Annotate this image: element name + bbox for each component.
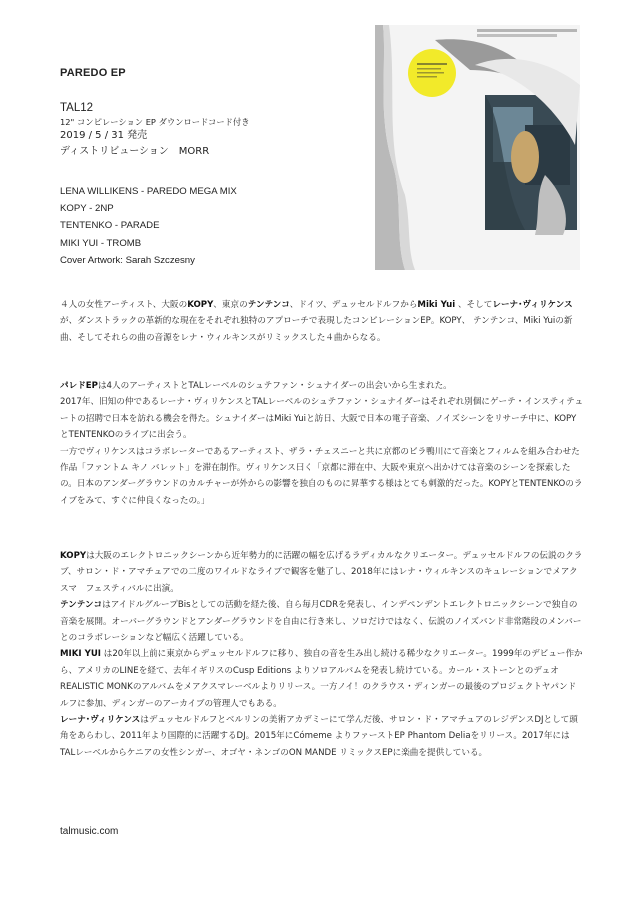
intro-paragraph bbox=[60, 297, 584, 346]
text-run: はデュッセルドルフとベルリンの美術アカデミーにて学んだ後、サロン・ド・アマチュアのレジデンスDJとして頭角をあらわし、2011年より国際的に活躍するDJ。2015年にCómeme よりファーストEP Phantom Deliaをリリース。2017年にはTALレーベルからケニアの女性シンガー、オゴヤ・ネンゴのON MANDE リミックスEPに楽曲を提供している。 bbox=[60, 715, 578, 758]
track-item: MIKI YUI - TROMB bbox=[60, 237, 142, 249]
track-item: TENTENKO - PARADE bbox=[60, 220, 160, 232]
text-run: 、ドイツ、デュッセルドルフから bbox=[289, 300, 418, 310]
bold-name: パレドEP bbox=[60, 381, 98, 391]
text-run: が、ダンストラックの革新的な現在をそれぞれ独特のアプローチで表現したコンピレーションEP。KOPY、 テンテンコ、Miki Yuiの新曲、そしてそれらの曲の音源をレナ・ウィルキンスがリミックスした４曲からなる。 bbox=[60, 316, 573, 343]
cover-credit: Cover Artwork: Sarah Szczesny bbox=[60, 254, 195, 266]
bold-name: テンテンコ bbox=[60, 600, 103, 611]
tracklist bbox=[60, 183, 237, 269]
bold-name: レーナ･ヴィリケンス bbox=[492, 300, 573, 310]
bold-name: テンテンコ bbox=[247, 300, 290, 310]
text-run: は大阪のエレクトロニックシーンから近年勢力的に活躍の幅を広げるラディカルなクリエーター。デュッセルドルフの伝説のクラブ、サロン・ド・アマチュアでの二度のワイルドなライブで観客を魅了し、2018年にはレナ・ウィルキンスのキュレーションでメアクスマ フェスティバルに出演。 bbox=[60, 551, 583, 594]
text-run: はアイドルグループBisとしての活動を経た後、自ら毎月CDRを発表し、インデペンデントエレクトロニックシーンで独自の音楽を展開。オーバーグラウンドとアンダーグラウンドを自由に行き来し、ソロだけではなく、伝説のノイズバンド非常階段のメンバーとのコラボレーションなど幅広く活躍している。 bbox=[60, 600, 582, 644]
bold-name: MIKI YUI bbox=[60, 649, 101, 660]
artist-bios bbox=[60, 548, 584, 761]
text-run: 、東京の bbox=[213, 300, 248, 310]
bold-name: Miki Yui bbox=[417, 300, 456, 310]
catalog-number: TAL12 bbox=[60, 102, 94, 114]
text-run: は4人のアーティストとTALレーベルのシュテファン・シュナイダーの出会いから生まれた。 bbox=[97, 381, 452, 391]
website-link[interactable]: talmusic.com bbox=[60, 826, 119, 837]
distribution-text: ディストリビューション MORR bbox=[60, 146, 210, 157]
text-run: 2017年、旧知の仲であるレーナ・ヴィリケンスとTALレーベルのシュテファン・シュナイダーはそれぞれ別個にゲーテ・インスティテュートの招聘で日本を訪れる機会を得た。シュナイダーはMiki Yuiと訪日、大阪で日本の電子音楽、ノイズシーンをリサーチ中に、KOPYとTENTENKOのライブに出会う。 bbox=[60, 397, 584, 441]
release-meta bbox=[60, 101, 250, 160]
text-run: ４人の女性アーティスト、大阪の bbox=[60, 300, 188, 310]
text-run: は20年以上前に東京からデュッセルドルフに移り、独自の音を生み出し続ける稀少なクリエーター。1999年のデビュー作から、アメリカのLINEを経て、去年イギリスのCusp Editions よりソロアルバムを発表し続けている。カール・ストーンとのデュオREALISTIC MONKのアルバムをメアクスマレーベルよりリリース。一方ノイ！のクラウス・ディンガーの最後のプロジェクトヤパンドルフに参加、ディンガーのアーカイブの管理人でもある。 bbox=[60, 649, 583, 709]
bold-name: KOPY bbox=[60, 551, 87, 561]
track-item: KOPY - 2NP bbox=[60, 203, 114, 215]
background-paragraph bbox=[60, 378, 584, 509]
bold-name: レーナ･ヴィリケンス bbox=[60, 715, 141, 726]
bold-name: KOPY bbox=[187, 300, 214, 310]
cover-artwork bbox=[375, 25, 580, 270]
release-title: PAREDO EP bbox=[60, 67, 126, 79]
release-date: 2019 / 5 / 31 発売 bbox=[60, 130, 148, 141]
track-item: LENA WILLIKENS - PAREDO MEGA MIX bbox=[60, 186, 237, 197]
text-run: 、そして bbox=[455, 300, 493, 310]
format-text: 12" コンピレーション EP ダウンロードコード付き bbox=[60, 117, 250, 127]
text-run: 一方でヴィリケンスはコラボレーターであるアーティスト、ザラ・チェスニーと共に京都のビラ鴨川にて音楽とフィルムを組み合わせた作品「ファントム キノ バレット」を滞在制作。ヴィリケンス曰く「京都に滞在中、大阪や東京へ出かけては音楽のシーンを探索したの。日本のアンダーグラウンドのカルチャーが外からの影響を独自のものに昇華する様はとても刺激的だった。KOPYとTENTENKOのライブをみて、すぐに仲良くなったの。」 bbox=[60, 446, 583, 506]
